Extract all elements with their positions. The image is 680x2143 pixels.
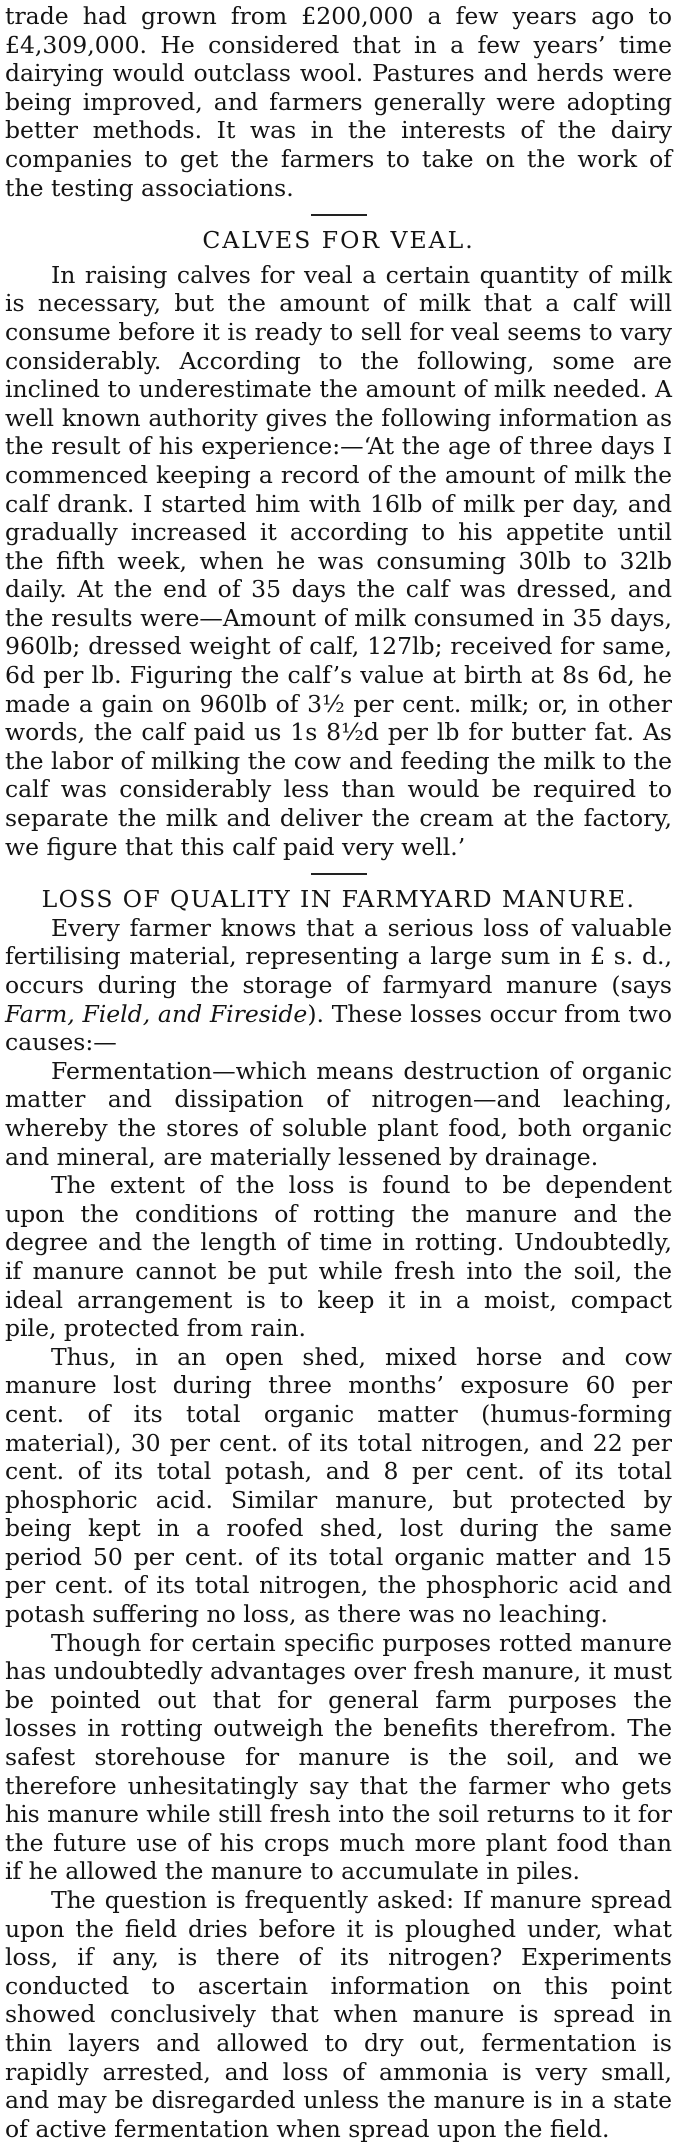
section-divider <box>311 214 367 216</box>
manure-paragraph-5: Though for certain specific purposes rotted manure has undoubtedly advantages over fresh manure, it must be pointed out that for general farm purposes the losses in rotting outweigh the benefits therefrom. The safest storehouse for manure is the soil, and we therefore unhesitatingly say that the farmer who gets his manure while still fresh into the soil returns to it for the future use of his crops much more plant food than if he allowed the manure to accumulate in piles. <box>5 1628 672 1886</box>
calves-heading: CALVES FOR VEAL. <box>202 226 475 255</box>
manure-paragraph-4: Thus, in an open shed, mixed horse and cow manure lost during three months’ exposure 60 per cent. of its total organic matter (humus-forming material), 30 per cent. of its total nitrogen, and 22 per cent. of its total potash, and 8 per cent. of its total phosphoric acid. Similar manure, but protected by being kept in a roofed shed, lost during the same period 50 per cent. of its total organic matter and 15 per cent. of its total nitrogen, the phosphoric acid and potash suffering no loss, as there was no leaching. <box>5 1342 672 1629</box>
manure-heading: LOSS OF QUALITY IN FARMYARD MANURE. <box>41 885 636 914</box>
source-publication: Farm, Field, and Fireside <box>5 999 308 1028</box>
manure-paragraph-3: The extent of the loss is found to be dependent upon the conditions of rotting the manure and the degree and the length of time in rotting. Undoubtedly, if manure cannot be put while fresh into the soil, the ideal arrangement is to keep it in a moist, compact pile, protected from rain. <box>5 1171 672 1343</box>
manure-p1-text: Every farmer knows that a serious loss of valuable fertilising material, representing a large sum in £ s. d., occurs during the storage of farmyard manure (says <box>5 913 672 999</box>
manure-paragraph-6: The question is frequently asked: If manure spread upon the field dries before it is ploughed under, what loss, if any, is there of its nitrogen? Experiments conducted to ascertain information on this point showed conclusively that when manure is spread in thin layers and allowed to dry out, fermentation is rapidly arrested, and loss of ammonia is very small, and may be disregarded unless the manure is in a state of active fermentation when spread upon the field. <box>5 1886 672 2143</box>
section-divider <box>311 873 367 875</box>
manure-p1-tail: ). These losses occur from two causes:— <box>5 999 672 1057</box>
manure-paragraph-1 <box>5 914 672 1057</box>
manure-paragraph-2: Fermentation—which means destruction of organic matter and dissipation of nitrogen—and leaching, whereby the stores of soluble plant food, both organic and mineral, are materially lessened by drainage. <box>5 1056 672 1171</box>
intro-paragraph: trade had grown from £200,000 a few years ago to £4,309,000. He considered that in a few years’ time dairying would outclass wool. Pastures and herds were being improved, and farmers generally were adopting better methods. It was in the interests of the dairy companies to get the farmers to take on the work of the testing associations. <box>5 2 672 202</box>
calves-paragraph: In raising calves for veal a certain quantity of milk is necessary, but the amount of milk that a calf will consume before it is ready to sell for veal seems to vary considerably. According to the following, some are inclined to underestimate the amount of milk needed. A well known authority gives the following information as the result of his experience:—‘At the age of three days I commenced keeping a record of the amount of milk the calf drank. I started him with 16lb of milk per day, and gradually increased it according to his appetite until the fifth week, when he was consuming 30lb to 32lb daily. At the end of 35 days the calf was dressed, and the results were—Amount of milk consumed in 35 days, 960lb; dressed weight of calf, 127lb; received for same, 6d per lb. Figuring the calf’s value at birth at 8s 6d, he made a gain on 960lb of 3½ per cent. milk; or, in other words, the calf paid us 1s 8½d per lb for butter fat. As the labor of milking the cow and feeding the milk to the calf was considerably less than would be required to separate the milk and deliver the cream at the factory, we figure that this calf paid very well.’ <box>5 260 672 861</box>
